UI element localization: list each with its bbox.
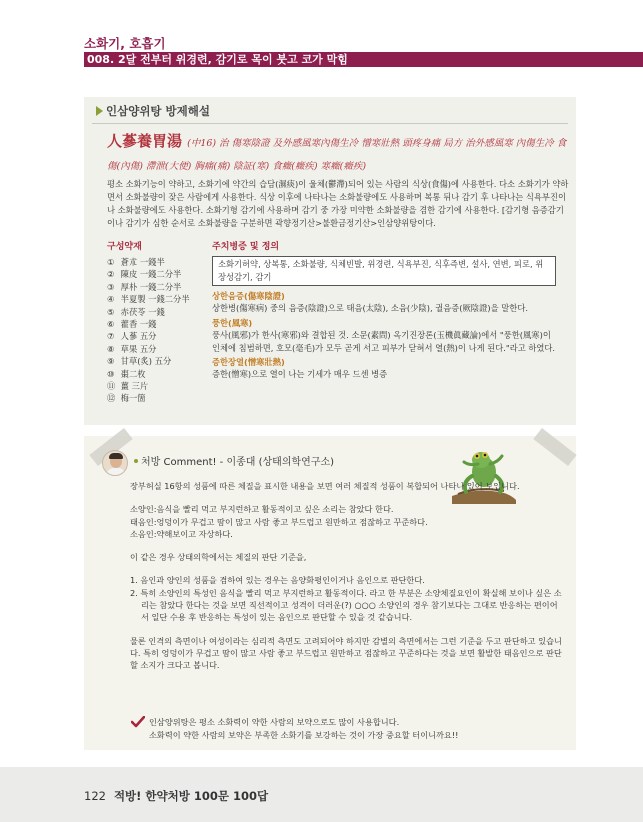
comment-paragraph: 물론 인격의 측면이나 여성이라는 심리적 측면도 고려되어야 하지만 감별의 측면에서는 그런 기준을 두고 판단하고 있습니다. 특히 엉덩이가 무겁고 땀이 많고 사람 좋고 부드럽고 원만하고 점잖하고 꾸준하다는 것을 보면 활발한 태음인으로 판단할 소지가 크다고 봅니다.	[130, 635, 562, 671]
criteria-list	[130, 574, 562, 623]
comment-body	[130, 480, 562, 683]
term-title: 상한음증(傷寒陰證)	[212, 291, 285, 301]
formula-name: 人蔘養胃湯	[107, 132, 183, 150]
list-item: ⑩ 棗二枚	[107, 368, 146, 379]
chapter-title-bar	[84, 52, 643, 67]
comment-paragraph: 장부허실 16항의 성품에 따른 체질을 표시한 내용을 보면 여러 체질적 성품이 복합되어 나타나 있어 보입니다.	[130, 481, 520, 491]
list-item: ④ 半夏製 一錢二分半	[107, 294, 190, 305]
indications-column	[212, 256, 556, 381]
formula-panel	[84, 97, 576, 425]
ingredient-list	[107, 256, 190, 405]
summary-line: 인삼양위탕은 평소 소화력이 약한 사람의 보약으로도 많이 사용합니다.	[149, 717, 400, 727]
list-item: 1. 음인과 양인의 성품을 겸하여 있는 경우는 음양화평인이거나 음인으로 판단한다.	[130, 575, 425, 586]
summary-line: 소화력이 약한 사람의 보약은 부족한 소화기를 보강하는 것이 가장 중요할 터이니까요!!	[149, 730, 459, 740]
indications-box: 소화기허약, 상복통, 소화불량, 식체빈발, 위경련, 식욕부진, 식후즉변, 설사, 연변, 피로, 위장성감기, 감기	[212, 256, 556, 286]
term-definition: 증한(憎寒)으로 열이 나는 기세가 매우 드센 병증	[212, 369, 388, 380]
section-title	[96, 103, 210, 119]
formula-text: (中16) 治 傷寒陰證 及外感風寒內傷生冷 憎寒壯熱 頭疼身痛 局方 治外感風寒 內傷生冷 食傷(內傷) 滯泄(大便) 胸痛(痛) 陰証(寒) 食癥(癥疾) 寒癥(癥疾)	[107, 138, 567, 172]
comment-paragraph: 이 같은 경우 상태의학에서는 체질의 판단 기준을,	[130, 552, 307, 563]
term-definition: 풍사(風邪)가 한사(寒邪)와 결합된 것. 소문(素問) 옥기진장론(玉機眞藏論)에서 "풍한(風寒)이 인체에 침범하면, 호모(毫毛)가 모두 곧게 서고 피부가 닫혀서 열(熱)이 나게 된다."라고 하였다.	[212, 330, 556, 353]
indications-heading: 주치병증 및 정의	[212, 242, 280, 252]
list-item: ⑪ 薑 三片	[107, 381, 149, 392]
author-avatar	[102, 450, 128, 476]
ingredients-heading: 구성약재	[107, 242, 142, 252]
term-title: 풍한(風寒)	[212, 317, 253, 328]
list-item: ⑫ 梅一箇	[107, 393, 146, 404]
term-definition: 상한병(傷寒病) 중의 음증(陰證)으로 태음(太陰), 소음(少陰), 궐음증(厥陰證)을 말한다.	[212, 303, 528, 314]
section-divider	[92, 123, 568, 124]
summary-note	[131, 716, 561, 742]
term-title: 증한장열(憎寒壯熱)	[212, 357, 285, 368]
formula-description: 평소 소화기능이 약하고, 소화기에 약간의 습담(濕痰)이 울체(鬱滯)되어 있는 사람의 식상(食傷)에 사용한다. 다소 소화기가 약하면서 소화불량이 잦은 사람에게 사용한다. 식상 이후에 나타나는 소화불량에도 사용하며 복통 뒤나 감기 후 나타나는 식욕부진이나 소화불량에도 사용한다. 소화기형 감기에 사용하며 감기 중 가장 미약한 소화불량을 겸한 감기에 사용한다. [감기형 음증감기이나 감기가 심한 순서로 소화불량을 구분하면 곽향정기산>불환금정기산>인삼양위탕이다.	[107, 179, 569, 228]
page-number: 122	[84, 789, 106, 803]
check-icon	[131, 716, 145, 728]
comment-line: 소양인:음식을 빨리 먹고 부지런하고 활동적이고 싶은 소리는 참았다 한다.	[130, 504, 394, 515]
list-item: ⑦ 人蔘 五分	[107, 331, 157, 342]
section-title-text: 인삼양위탕 방제해설	[106, 104, 210, 118]
chapter-title: 008. 2달 전부터 위경련, 감기로 목이 붓고 코가 막힘	[87, 53, 348, 66]
list-item: ⑧ 草果 五分	[107, 343, 157, 354]
formula-source	[107, 131, 569, 177]
list-item: ⑥ 藿香 一錢	[107, 319, 157, 330]
list-item: 2. 특히 소양인의 특성인 음식을 빨리 먹고 부지런하고 활동적이다. 라고 한 부분은 소양체질요인이 확실해 보이나 싶은 소리는 참았다 한다는 것을 보면 직선적이고 성격이 더러운(?) ○○○ 소양인의 경우 참기보다는 그대로 반응하는 편이어서 일단 수용 후 반응하는 특성이 있는 음인으로 판단할 수 있을 것 같습니다.	[130, 587, 562, 623]
comment-title-text: 처방 Comment! - 이종대 (상태의학연구소)	[141, 457, 335, 468]
book-title: 적방! 한약처방 100문 100답	[113, 789, 269, 803]
comment-line: 소음인:약해보이고 자상하다.	[130, 528, 233, 539]
list-item: ⑨ 甘草(炙) 五分	[107, 356, 172, 367]
footer-text	[84, 788, 268, 804]
arrow-icon	[96, 106, 103, 116]
bullet-icon	[134, 459, 138, 463]
list-item: ② 陳皮 一錢二分半	[107, 269, 182, 280]
list-item: ③ 厚朴 一錢二分半	[107, 281, 182, 292]
list-item: ⑤ 赤茯苓 一錢	[107, 306, 165, 317]
list-item: ① 蒼朮 一錢半	[107, 257, 165, 267]
comment-line: 태음인:엉덩이가 무겁고 땀이 많고 사람 좋고 부드럽고 원만하고 점잖하고 꾸준하다.	[130, 516, 428, 527]
chapter-category: 소화기, 호흡기	[84, 36, 166, 51]
comment-title	[134, 453, 334, 468]
